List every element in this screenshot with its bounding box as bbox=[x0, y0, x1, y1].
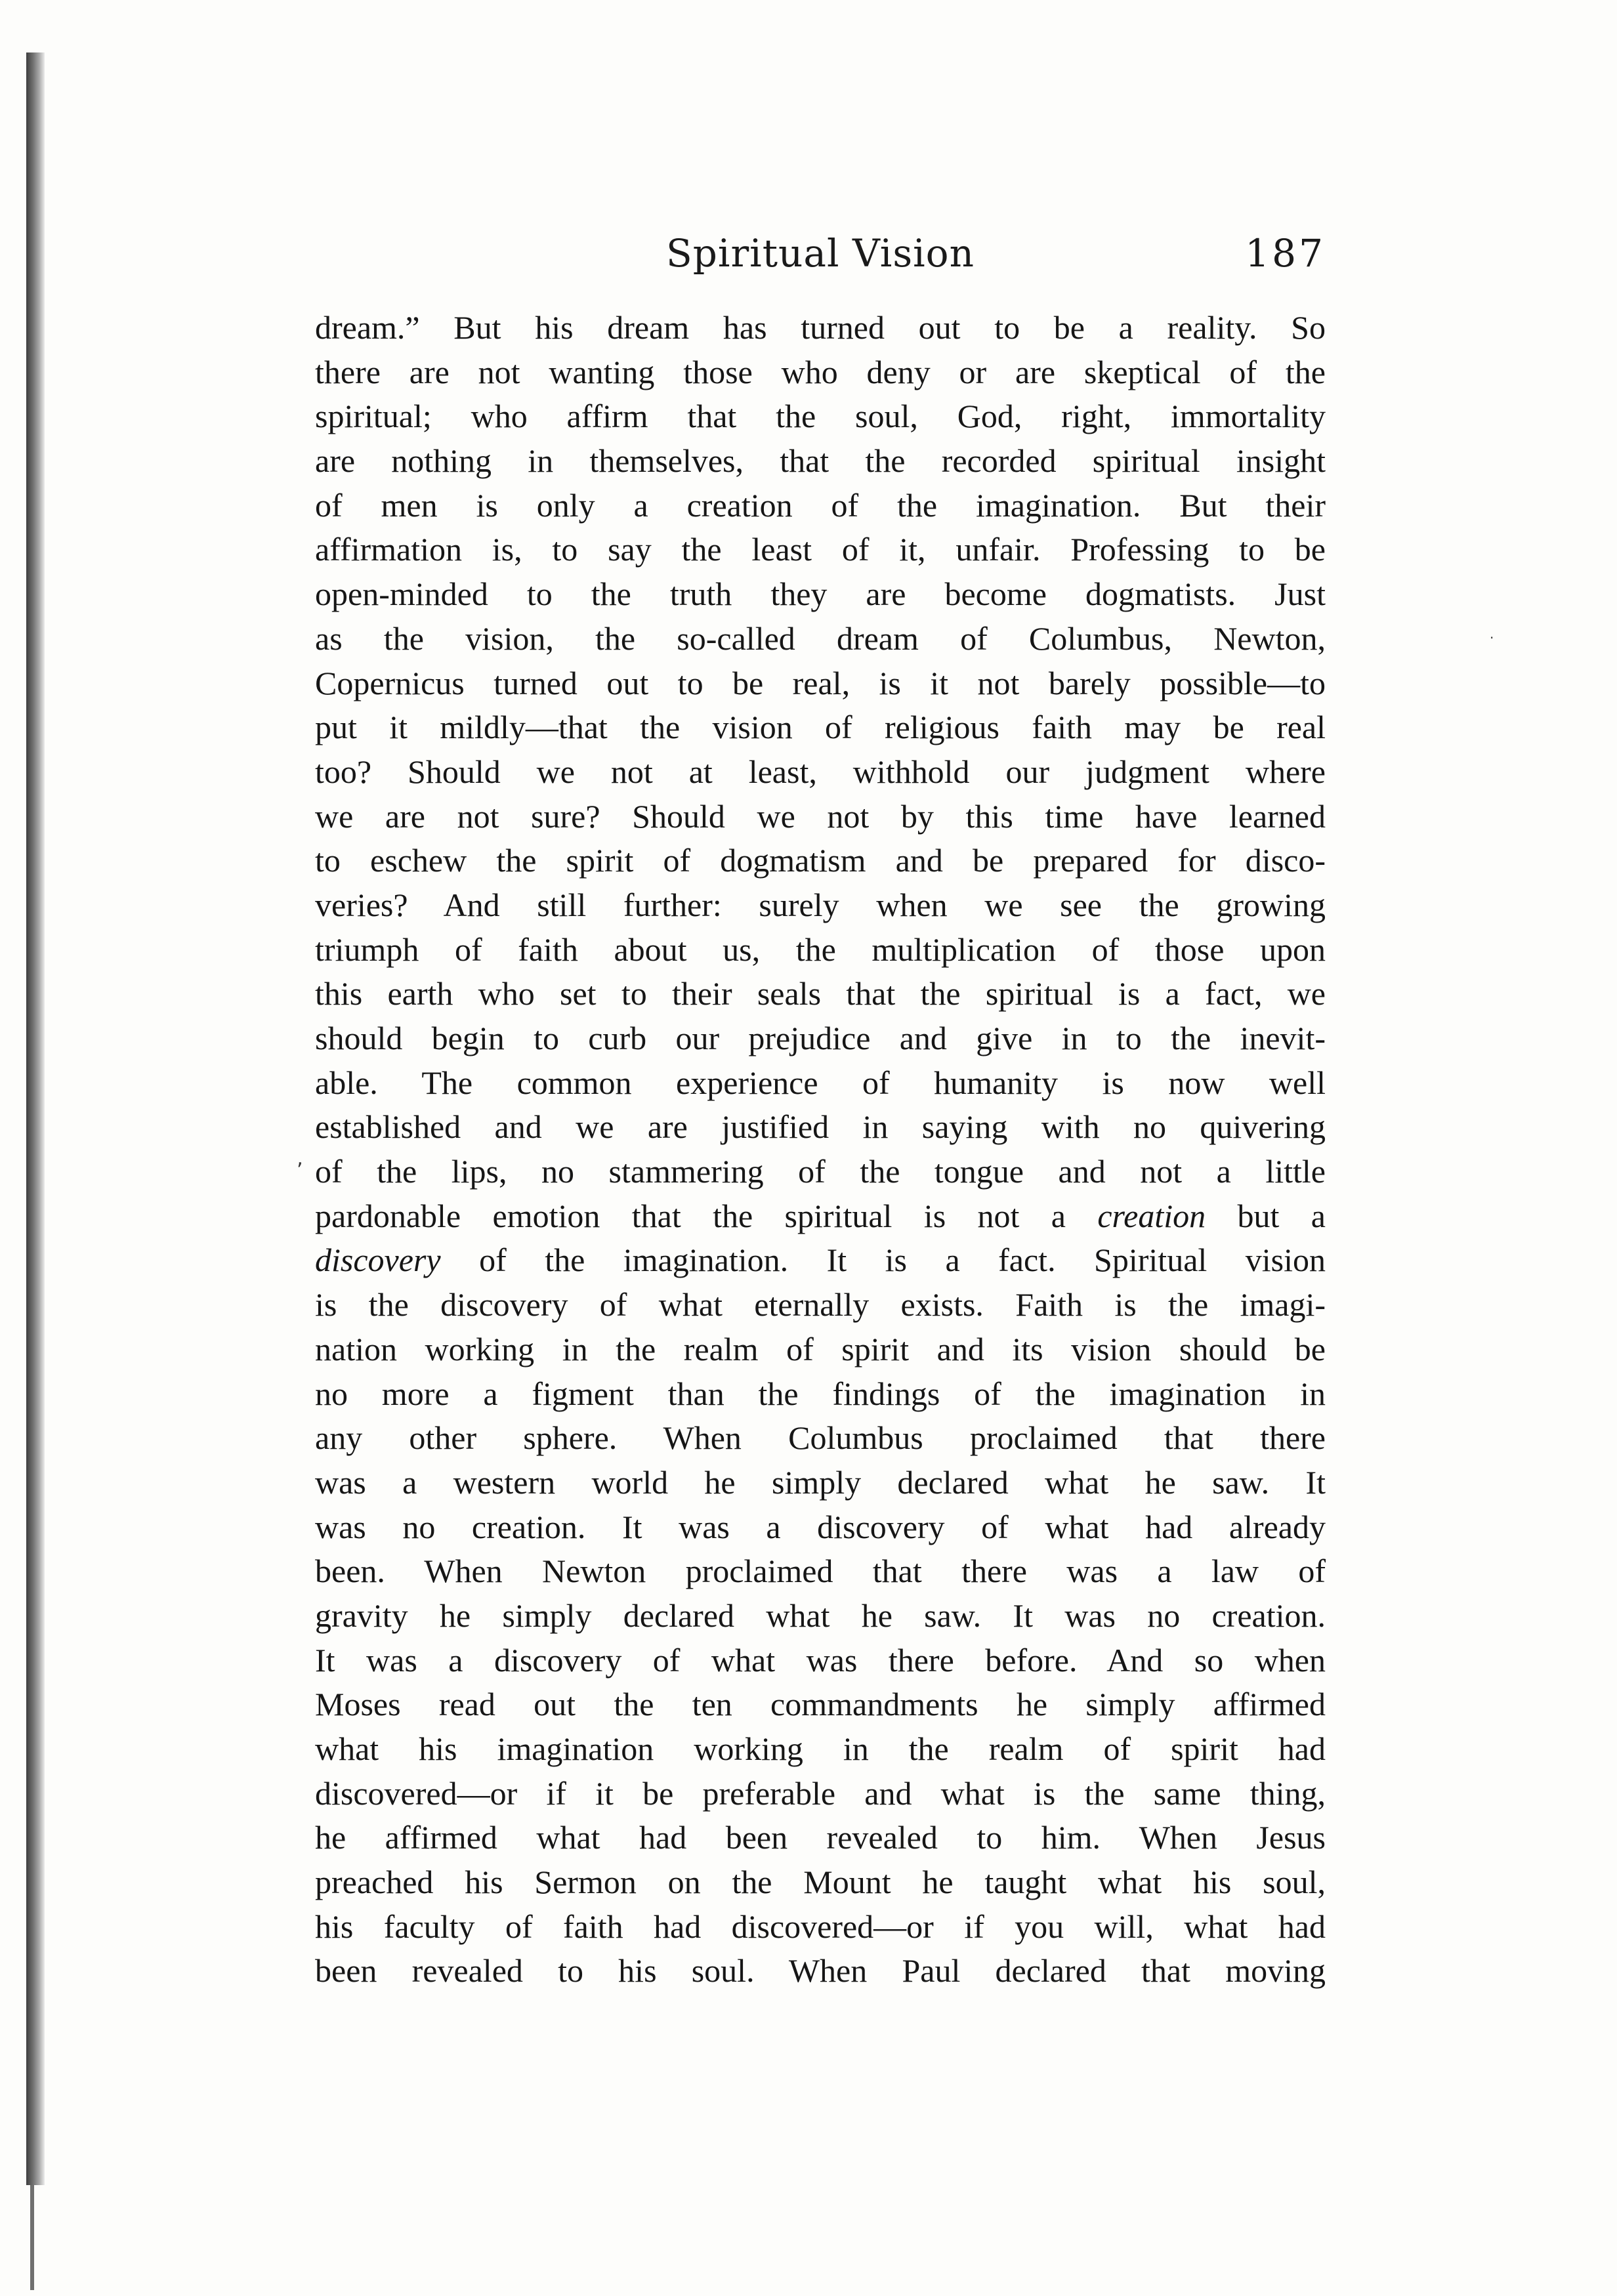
binding-shadow-lower bbox=[30, 2185, 34, 2290]
text-line: no more a figment than the findings of the imagination in bbox=[315, 1375, 1326, 1412]
text-line-with-italic bbox=[315, 1238, 1326, 1283]
text-line: his faculty of faith had discovered—or if you will, what had bbox=[315, 1908, 1326, 1945]
text-line: open-minded to the truth they are become dogmatists. Just bbox=[315, 575, 1326, 613]
text-line-with-italic bbox=[315, 1194, 1326, 1239]
text-line: is the discovery of what eternally exists. Faith is the imagi- bbox=[315, 1286, 1326, 1324]
text-line: was no creation. It was a discovery of what had already bbox=[315, 1508, 1326, 1545]
binding-shadow bbox=[26, 52, 45, 2185]
text-line: this earth who set to their seals that the spiritual is a fact, we bbox=[315, 975, 1326, 1012]
text-line: we are not sure? Should we not by this time have learned bbox=[315, 797, 1326, 835]
stray-comma-mark: ‚ bbox=[297, 1147, 303, 1170]
text-line: was a western world he simply declared what he saw. It bbox=[315, 1463, 1326, 1501]
text-line: too? Should we not at least, withhold our judgment where bbox=[315, 753, 1326, 790]
italic-word: discovery bbox=[315, 1242, 441, 1279]
text-line: gravity he simply declared what he saw. It was no creation. bbox=[315, 1597, 1326, 1634]
running-title: Spiritual Vision bbox=[666, 231, 975, 276]
text-line: are nothing in themselves, that the recorded spiritual insight bbox=[315, 442, 1326, 480]
page-header bbox=[315, 231, 1326, 290]
text-line: able. The common experience of humanity is now well bbox=[315, 1064, 1326, 1101]
body-text bbox=[315, 306, 1326, 1993]
text-line: discovered—or if it be preferable and what is the same thing, bbox=[315, 1774, 1326, 1812]
text-line: of the lips, no stammering of the tongue and not a little bbox=[315, 1153, 1326, 1190]
text-line: put it mildly—that the vision of religious faith may be real bbox=[315, 709, 1326, 746]
text-segment: but a bbox=[1206, 1197, 1326, 1234]
text-line: established and we are justified in saying with no quivering bbox=[315, 1108, 1326, 1146]
page-number: 187 bbox=[1245, 231, 1326, 276]
text-line: It was a discovery of what was there before. And so when bbox=[315, 1641, 1326, 1679]
text-line: triumph of faith about us, the multiplication of those upon bbox=[315, 930, 1326, 968]
text-line: spiritual; who affirm that the soul, God, right, immortality bbox=[315, 398, 1326, 435]
text-segment: of the imagination. It is a fact. Spiritual vision bbox=[440, 1242, 1326, 1279]
text-line: there are not wanting those who deny or are skeptical of the bbox=[315, 353, 1326, 390]
text-line: should begin to curb our prejudice and give in to the inevit- bbox=[315, 1020, 1326, 1056]
text-line: preached his Sermon on the Mount he taught what his soul, bbox=[315, 1864, 1326, 1901]
text-line: been. When Newton proclaimed that there was a law of bbox=[315, 1553, 1326, 1590]
text-segment: pardonable emotion that the spiritual is not a bbox=[315, 1197, 1098, 1234]
text-line: to eschew the spirit of dogmatism and be prepared for disco- bbox=[315, 842, 1326, 879]
stray-dot-mark: · bbox=[1490, 630, 1494, 646]
text-line: Moses read out the ten commandments he simply affirmed bbox=[315, 1686, 1326, 1723]
text-line: been revealed to his soul. When Paul declared that moving bbox=[315, 1952, 1326, 1990]
text-line: veries? And still further: surely when we see the growing bbox=[315, 886, 1326, 923]
text-line: dream.” But his dream has turned out to be a reality. So bbox=[315, 309, 1326, 346]
text-line: Copernicus turned out to be real, is it not barely possible—to bbox=[315, 664, 1326, 701]
italic-word: creation bbox=[1097, 1197, 1206, 1234]
text-line: as the vision, the so-called dream of Columbus, Newton, bbox=[315, 619, 1326, 657]
text-line: any other sphere. When Columbus proclaimed that there bbox=[315, 1419, 1326, 1457]
text-line: he affirmed what had been revealed to him. When Jesus bbox=[315, 1819, 1326, 1856]
text-line: affirmation is, to say the least of it, unfair. Professing to be bbox=[315, 531, 1326, 568]
text-line: nation working in the realm of spirit and its vision should be bbox=[315, 1330, 1326, 1367]
text-line: what his imagination working in the realm of spirit had bbox=[315, 1730, 1326, 1767]
text-line: of men is only a creation of the imagination. But their bbox=[315, 486, 1326, 524]
